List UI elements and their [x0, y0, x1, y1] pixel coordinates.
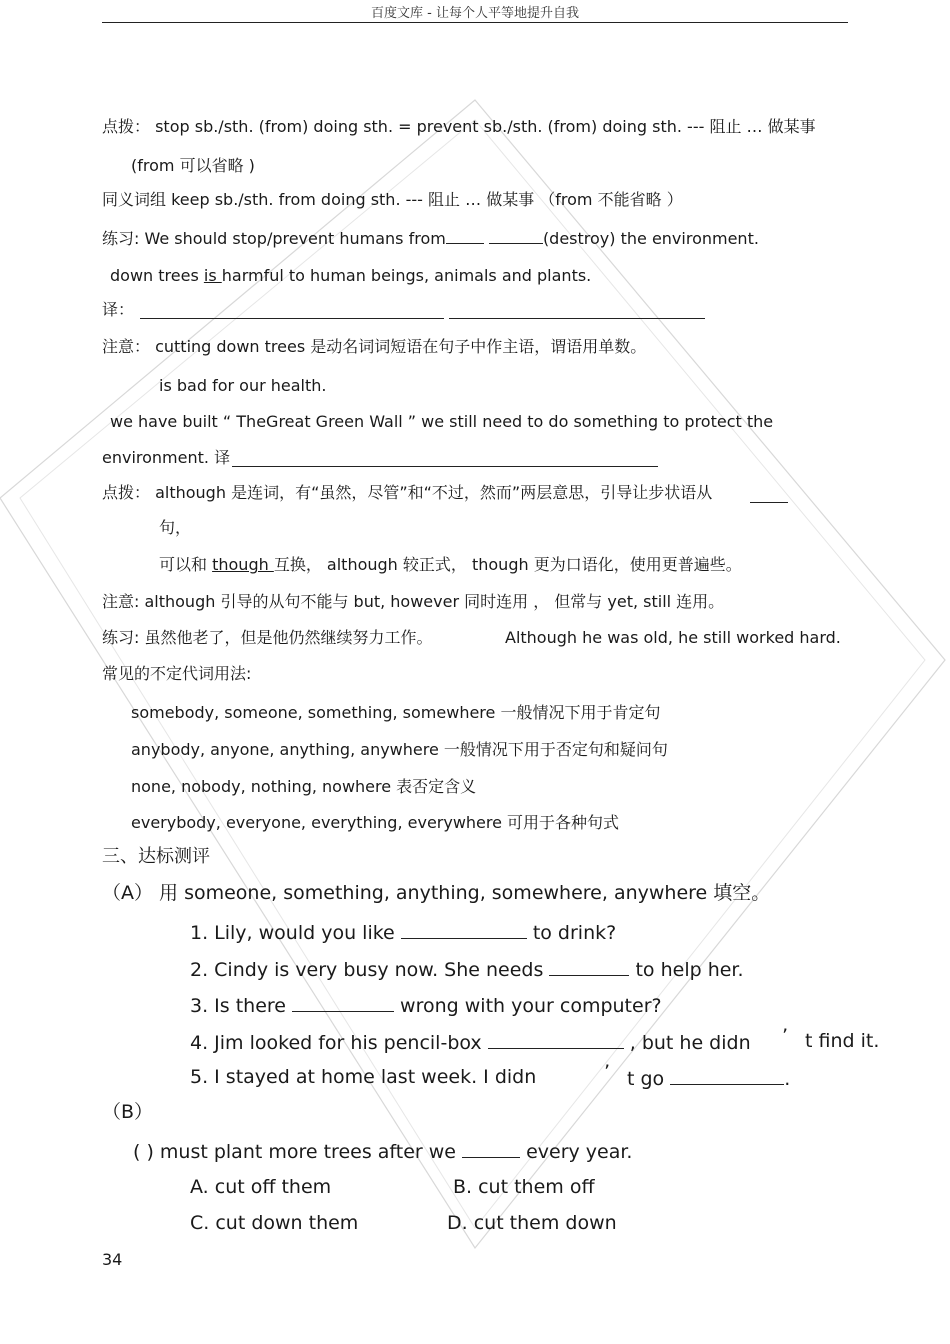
tip-text-c: 互换， although 较正式， though 更为口语化，使用更普遍些。 [273, 555, 742, 574]
exercise-en: Although he was old, he still worked hard. [505, 628, 841, 647]
question-text: 3. Is there [190, 995, 293, 1017]
question-text: 2. Cindy is very busy now. She needs [190, 959, 550, 981]
question-5: 5. I stayed at home last week. I didn [190, 1066, 537, 1088]
answer-blank[interactable] [462, 1138, 520, 1158]
apostrophe-mark: ’ [604, 1061, 611, 1083]
question-2 [190, 956, 744, 982]
pronoun-any: anybody, anyone, anything, anywhere 一般情况下用于否定句和疑问句 [131, 740, 668, 759]
sentence-text-a: down trees [110, 266, 204, 285]
answer-blank[interactable] [401, 919, 527, 939]
question-4-end: t find it. [805, 1030, 880, 1052]
question-b1 [133, 1138, 632, 1164]
tip-although: 点拨： although 是连词，有“虽然，尽管”和“不过，然而”两层意思，引导让步状语从 [102, 483, 713, 502]
sentence-bad-for-health: is bad for our health. [159, 376, 327, 395]
option-b[interactable]: B. cut them off [453, 1176, 595, 1198]
answer-blank[interactable] [549, 956, 629, 976]
option-d[interactable]: D. cut them down [447, 1212, 617, 1234]
question-text: to help her. [629, 959, 744, 981]
section-title: 三、达标测评 [102, 846, 210, 867]
translate-label: 译： [102, 300, 135, 319]
sentence-cutting-trees [110, 266, 591, 286]
exercise-text-b: (destroy) the environment. [542, 229, 759, 248]
question-text: to drink? [526, 922, 617, 944]
question-text: 1. Lily, would you like [190, 922, 401, 944]
exercise-cn: 练习: 虽然他老了，但是他仍然继续努力工作。 [102, 628, 433, 647]
pronoun-every: everybody, everyone, everything, everywhere 可用于各种句式 [131, 813, 620, 832]
part-a-instruction: （A） 用 someone, something, anything, somewhere, anywhere 填空。 [102, 882, 771, 904]
translate-line[interactable] [232, 466, 658, 467]
question-4 [190, 1029, 751, 1055]
sentence-great-green-wall: we have built “ TheGreat Green Wall ” we still need to do something to protect the [110, 412, 774, 431]
exercise-text-a: 练习: We should stop/prevent humans from [102, 229, 446, 248]
part-b-label: （B） [102, 1101, 154, 1123]
answer-blank[interactable] [292, 992, 394, 1012]
page-number: 34 [102, 1250, 123, 1269]
question-1 [190, 919, 616, 945]
question-3 [190, 992, 662, 1018]
note-gerund-subject: 注意： cutting down trees 是动名词词短语在句子中作主语，谓语用单数。 [102, 337, 647, 356]
synonym-phrase: 同义词组 keep sb./sth. from doing sth. --- 阻止 … 做某事 （from 不能省略 ） [102, 190, 683, 209]
option-c[interactable]: C. cut down them [190, 1212, 359, 1234]
exercise-although [102, 628, 432, 648]
tip-although-cont: 句， [159, 518, 192, 537]
answer-blank[interactable] [489, 227, 543, 244]
note-although-but: 注意: although 引导的从句不能与 but, however 同时连用 ， 但常与 yet, still 连用。 [102, 592, 725, 611]
translate-line[interactable] [449, 318, 705, 319]
question-5-end [627, 1065, 790, 1091]
tip-text-though: though [212, 555, 274, 574]
question-text: every year. [520, 1141, 633, 1163]
question-text: wrong with your computer? [394, 995, 662, 1017]
question-text: t go [627, 1068, 671, 1090]
option-a[interactable]: A. cut off them [190, 1176, 332, 1198]
question-text: 4. Jim looked for his pencil-box [190, 1032, 488, 1054]
underline-mark [750, 502, 788, 503]
pronoun-some: somebody, someone, something, somewhere 一般情况下用于肯定句 [131, 703, 661, 722]
sentence-text-is: is [203, 266, 222, 285]
exercise-stop-prevent [102, 227, 759, 249]
apostrophe-mark: ’ [782, 1025, 789, 1047]
tip-stop-doing: 点拨： stop sb./sth. (from) doing sth. = prevent sb./sth. (from) doing sth. --- 阻止 … 做某事 [102, 117, 816, 136]
question-text: , but he didn [623, 1032, 751, 1054]
sentence-text-c: harmful to human beings, animals and plants. [221, 266, 592, 285]
translate-line[interactable] [140, 318, 444, 319]
header-rule [102, 22, 848, 23]
translate-environment: environment. 译 [102, 448, 231, 467]
tip-text-a: 可以和 [159, 555, 213, 574]
answer-blank[interactable] [488, 1029, 624, 1049]
pronoun-no: none, nobody, nothing, nowhere 表否定含义 [131, 777, 477, 796]
question-text: ( ) must plant more trees after we [133, 1141, 463, 1163]
question-text: . [784, 1068, 791, 1090]
tip-from-omit: (from 可以省略 ) [131, 156, 255, 175]
answer-blank[interactable] [670, 1065, 784, 1085]
answer-blank[interactable] [446, 227, 484, 244]
indefinite-pronoun-heading: 常见的不定代词用法: [102, 664, 252, 683]
tip-though-swap [159, 555, 742, 575]
page-header: 百度文库 - 让每个人平等地提升自我 [371, 6, 579, 21]
